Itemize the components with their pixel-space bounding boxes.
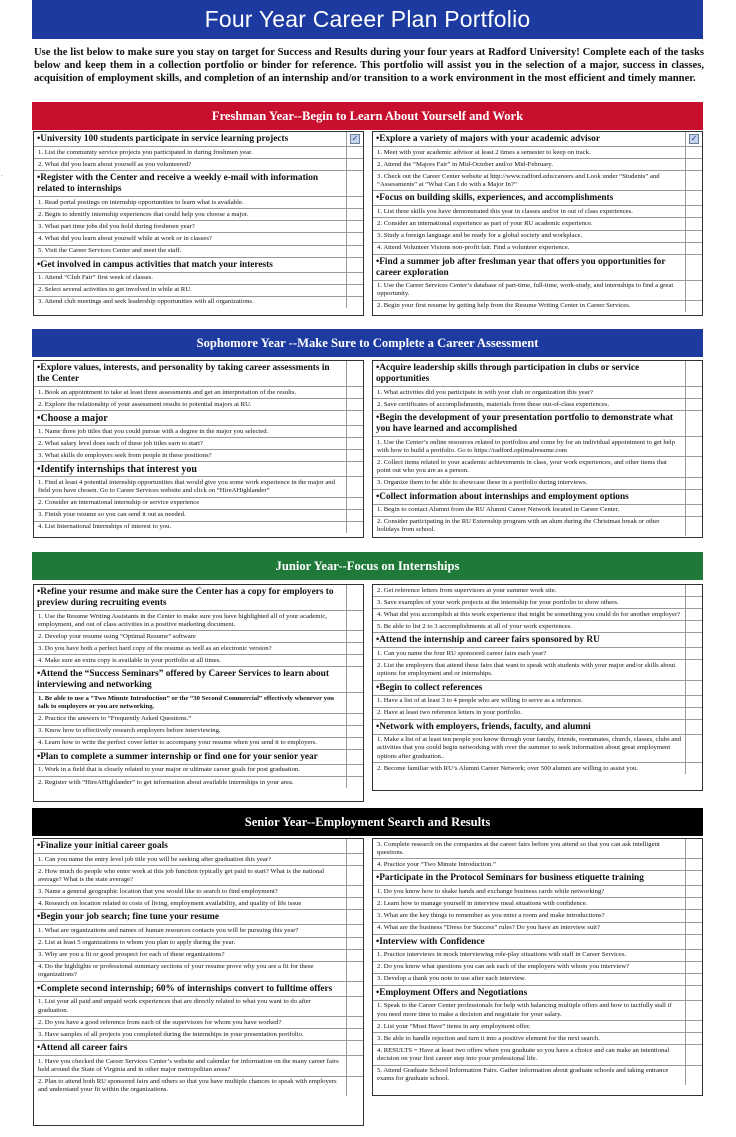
task-row — [34, 273, 363, 285]
task-text: 4. RESULTS = Have at least two offers when you graduate so you have a choice and can make an intentional decision on your first career step into your professional life. — [377, 1046, 670, 1062]
task-row — [373, 206, 702, 218]
section-heading-row — [373, 633, 702, 648]
task-text: 2. Select several activities to get involved in while at RU. — [38, 286, 192, 294]
task-row — [34, 450, 363, 462]
section-heading: •Complete second internship; 60% of internships convert to fulltime offers — [37, 983, 333, 994]
section-heading-row — [34, 839, 363, 854]
section-heading-row — [34, 258, 363, 273]
task-row — [34, 426, 363, 438]
section-heading-row — [34, 132, 363, 147]
task-text: 1. Can you name the entry level job title you will be seeking after graduation this year? — [38, 855, 272, 863]
task-text: 2. Attend the “Majors Fair” in Mid-October and/or Mid-February. — [377, 160, 553, 168]
junior-banner: Junior Year--Focus on Internships — [32, 552, 703, 580]
section-heading-row — [373, 490, 702, 505]
task-text: 1. What are organizations and names of human resources contacts you will be pursuing this year? — [38, 926, 299, 934]
task-text: 1. Use the Resume Writing Assistants in the Center to make sure you have highlighted all of your academic, employment, and out of class activities in a positive marketing document. — [38, 612, 327, 628]
task-text: 2. Get reference letters from supervisors at your summer work site. — [377, 586, 557, 594]
section-heading: •Choose a major — [37, 413, 108, 425]
section-heading-row — [34, 171, 363, 197]
task-text: 1. Speak to the Career Center professionals for help with balancing multiple offers and how to tactfully stall if you need more time to make a decision and negotiate for your salary. — [377, 1002, 672, 1018]
task-text: 4. Do the highlights or professional summary sections of your resume prove why you are a fit for these organizations? — [38, 963, 314, 979]
task-text: 4. List International Internships of interest to you. — [38, 523, 172, 531]
task-text: 3. Check out the Career Center website at http://www.radford.edu/careers and Look under “Students” and “Assessments” at “What Can I do with a Major In?” — [377, 172, 660, 188]
task-text: 1. List three skills you have demonstrated this year in classes and/or in out of class experiences. — [377, 207, 633, 215]
checkbox-icon[interactable]: ✓ — [351, 134, 359, 143]
task-text: 1. Make a list of at least ten people you know through your family, friends, roommates, church, classes, clubs and activities that you could begin networking with over the summer to seek information about great employment options after graduation.. — [377, 736, 681, 760]
task-row — [34, 285, 363, 297]
task-row — [373, 218, 702, 230]
task-text: 4. What did you learn about yourself while at work or in classes? — [38, 234, 212, 242]
task-row — [373, 609, 702, 621]
task-text: 1. Have you checked the Career Services Center’s website and calendar for information on the many career fairs held around the State of Virginia and in other major metropolitan areas? — [38, 1057, 339, 1073]
section-heading-row — [34, 667, 363, 693]
task-text: 2. Register with “HireAHighlander” to get information about available internships in your area. — [38, 778, 294, 786]
task-row — [34, 498, 363, 510]
task-text: 3. Name a general geographic location that you would like to search to find employment? — [38, 887, 278, 895]
task-text: 2. Learn how to manage yourself in interview meal situations with confidence. — [377, 899, 588, 907]
task-row — [373, 735, 702, 763]
section-heading-row — [373, 871, 702, 886]
task-text: 3. Have samples of all projects you completed during the internships in your presentation portfolio. — [38, 1030, 304, 1038]
task-text: 4. What are the business “Dress for Success” rules? Do you have an interview suit? — [377, 924, 600, 932]
freshman-banner: Freshman Year--Begin to Learn About Yourself and Work — [32, 102, 703, 130]
task-text: 3. What part time jobs did you hold during freshmen year? — [38, 222, 195, 230]
task-text: 3. What skills do employers seek from people in these positions? — [38, 451, 212, 459]
task-row — [373, 1066, 702, 1085]
task-row — [34, 297, 363, 308]
task-text: 2. What did you learn about yourself as you volunteered? — [38, 160, 192, 168]
section-heading-row — [34, 982, 363, 997]
task-row — [373, 478, 702, 490]
task-text: 1. Begin to contact Alumni from the RU Alumni Career Network located in Career Center. — [377, 506, 620, 514]
task-row — [34, 631, 363, 643]
task-text: 1. Use the Career Services Center’s database of part-time, full-time, work-study, and internships to find a great opportunity. — [377, 282, 674, 298]
task-text: 3. What are the key things to remember as you enter a room and make introductions? — [377, 911, 605, 919]
task-text: 5. Attend Graduate School Information Fairs. Gather information about graduate schools and taking entrance exams for graduate school. — [377, 1067, 669, 1083]
section-heading-row — [373, 935, 702, 950]
task-text: 3. Develop a thank you note to use after each interview. — [377, 975, 526, 983]
section-heading-row — [34, 585, 363, 611]
task-row — [373, 660, 702, 680]
task-text: 1. List the community service projects you participated in during freshmen year. — [38, 148, 253, 156]
task-row — [34, 898, 363, 910]
task-row — [373, 696, 702, 708]
task-text: 4. Research on location related to costs of living, employment availability, and quality of life issue — [38, 899, 302, 907]
task-text: 2. Do you have a good reference from each of the supervisors for whom you have worked? — [38, 1018, 282, 1026]
section-heading: •Get involved in campus activities that match your interests — [37, 259, 273, 270]
task-row — [373, 1033, 702, 1045]
section-heading: •Register with the Center and receive a weekly e-mail with information related to internships — [37, 173, 319, 195]
page-title: Four Year Career Plan Portfolio — [32, 0, 703, 39]
task-row — [34, 1017, 363, 1029]
task-row — [373, 231, 702, 243]
task-text: 4. What did you accomplish at this work experience that might be something you could do for another employer? — [377, 610, 681, 618]
task-row — [373, 387, 702, 399]
task-row — [34, 886, 363, 898]
task-row — [34, 1029, 363, 1041]
task-row — [34, 643, 363, 655]
section-heading: •Network with employers, friends, faculty, and alumni — [376, 721, 591, 732]
task-row — [373, 505, 702, 517]
senior-left-column — [33, 838, 364, 1126]
task-row — [373, 708, 702, 720]
task-row — [34, 693, 363, 713]
task-text: 2. Consider an international internship or service experience — [38, 499, 200, 507]
task-row — [373, 923, 702, 935]
task-text: 5. Visit the Career Services Center and meet the staff. — [38, 247, 182, 255]
task-row — [34, 726, 363, 738]
task-row — [34, 197, 363, 209]
task-text: 1. Book an appointment to take at least three assessments and get an interpretation of the results. — [38, 388, 297, 396]
section-heading: •Begin your job search; fine tune your resume — [37, 912, 220, 923]
task-text: 2. Save certificates of accomplishments, materials from these out-of-class experiences. — [377, 400, 610, 408]
task-text: 3. Attend club meetings and seek leadership opportunities with all organizations. — [38, 298, 254, 306]
section-heading-row — [373, 191, 702, 206]
margin-mark: · — [1, 173, 3, 180]
task-row — [34, 209, 363, 221]
task-text: 2. Become familiar with RU’s Alumni Career Network; over 500 alumni are willing to assist you. — [377, 764, 638, 772]
task-row — [373, 910, 702, 922]
senior-right-column — [372, 838, 703, 1096]
task-row — [34, 1077, 363, 1096]
task-row — [34, 714, 363, 726]
section-heading: •Focus on building skills, experiences, and accomplishments — [376, 193, 614, 204]
task-row — [373, 1021, 702, 1033]
task-row — [373, 648, 702, 660]
task-row — [34, 221, 363, 233]
task-text: 4. Practice your “Two Minute Introduction.” — [377, 860, 496, 868]
task-row — [373, 159, 702, 171]
task-row — [34, 159, 363, 171]
task-text: 3. Do you have both a perfect hard copy of the resume as well as an electronic version? — [38, 644, 272, 652]
task-row — [34, 477, 363, 497]
task-text: 1. Practice interviews in mock interviewing role-play situations with staff in Career Services. — [377, 951, 627, 959]
task-text: 1. List your all paid and unpaid work experiences that are directly related to what you want to do after graduation. — [38, 998, 311, 1014]
task-row — [34, 950, 363, 962]
task-text: 2. Explore the relationship of your assessment results to potential majors at RU. — [38, 400, 252, 408]
task-row — [34, 611, 363, 631]
task-row — [34, 938, 363, 950]
task-row — [34, 510, 363, 522]
task-text: 3. Organize them to be able to showcase these in a portfolio during interviews. — [377, 479, 588, 487]
task-text: 1. Attend “Club Fair” first week of classes. — [38, 274, 153, 282]
section-heading: •Finalize your initial career goals — [37, 841, 168, 851]
section-heading: •Attend the internship and career fairs sponsored by RU — [376, 635, 600, 646]
sophomore-right-column — [372, 360, 703, 538]
section-heading: •Refine your resume and make sure the Center has a copy for employers to preview during recruiting events — [37, 587, 334, 608]
section-heading: •Identify internships that interest you — [37, 464, 197, 476]
section-heading: •Acquire leadership skills through participation in clubs or service opportunities — [376, 363, 640, 384]
junior-right-column — [372, 584, 703, 791]
section-heading-row — [373, 132, 702, 147]
task-text: 3. Save examples of your work projects at the internship for your portfolio to show others. — [377, 598, 619, 606]
task-text: 3. Know how to effectively research employers before interviewing. — [38, 727, 221, 735]
task-text: 1. Do you know how to shake hands and exchange business cards while networking? — [377, 887, 605, 895]
task-row — [373, 517, 702, 536]
task-text: 1. Can you name the four RU sponsored career fairs each year? — [377, 649, 547, 657]
task-text: 2. Do you know what questions you can ask each of the employers with whom you interview? — [377, 963, 630, 971]
section-heading-row — [34, 361, 363, 387]
task-row — [34, 765, 363, 777]
task-row — [373, 147, 702, 159]
section-heading-row — [373, 681, 702, 696]
task-text: 2. List at least 5 organizations to whom you plan to apply during the year. — [38, 939, 236, 947]
task-text: 4. Make sure an extra copy is available in your portfolio at all times. — [38, 656, 221, 664]
task-row — [373, 1001, 702, 1021]
section-heading-row — [34, 1041, 363, 1056]
section-heading: •Interview with Confidence — [376, 936, 485, 947]
task-text: 2. Begin to identify internship experiences that could help you choose a major. — [38, 210, 249, 218]
task-text: 4. Attend Volunteer Visions non-profit fair. Find a volunteer experience. — [377, 244, 570, 252]
section-heading: •Attend the “Success Seminars” offered by Career Services to learn about interviewing and networking — [37, 669, 329, 691]
task-text: 5. Be able to list 2 to 3 accomplishments at all of your work experiences. — [377, 622, 573, 630]
section-heading: •Explore values, interests, and personality by taking career assessments in the Center — [37, 363, 330, 384]
section-heading-row — [34, 910, 363, 925]
task-row — [373, 243, 702, 255]
section-heading: •Find a summer job after freshman year that offers you opportunities for career exploration — [376, 256, 666, 278]
task-row — [34, 997, 363, 1017]
freshman-right-column — [372, 131, 703, 316]
task-text: 3. Why are you a fit or good prospect for each of these organizations? — [38, 951, 225, 959]
task-row — [373, 457, 702, 477]
task-row — [34, 233, 363, 245]
task-text: 1. Read portal postings on internship opportunities to learn what is available. — [38, 198, 244, 206]
task-text: 1. Work in a field that is closely related to your major or ultimate career goals for post graduation. — [38, 766, 300, 774]
section-heading: •Begin the development of your presentation portfolio to demonstrate what you have learned and accomplished — [376, 413, 674, 435]
task-text: 1. What activities did you participate in with your club or organization this year? — [377, 388, 593, 396]
task-row — [34, 854, 363, 866]
task-row — [373, 974, 702, 986]
task-text: 2. List your “Must Have” items in any employment offer. — [377, 1022, 531, 1030]
task-text: 4. Learn how to write the perfect cover letter to accompany your resume when you send it to employers. — [38, 739, 317, 747]
task-row — [34, 925, 363, 937]
task-text: 2. Begin your first resume by getting help from the Resume Writing Center in Career Services. — [377, 302, 631, 310]
section-heading-row — [373, 361, 702, 387]
task-text: 2. List the employers that attend these fairs that want to speak with students with your major and/or skills about options for employment and or internships. — [377, 661, 676, 678]
task-text: 2. Consider an international experience as part of your RU academic experience. — [377, 219, 593, 227]
task-row — [373, 898, 702, 910]
task-row — [373, 281, 702, 301]
task-row — [373, 950, 702, 962]
checkbox-icon[interactable]: ✓ — [690, 134, 698, 143]
task-row — [34, 655, 363, 667]
task-row — [34, 147, 363, 159]
task-row — [373, 886, 702, 898]
freshman-left-column — [33, 131, 364, 316]
task-row — [34, 962, 363, 982]
task-row — [34, 387, 363, 399]
section-heading-row — [34, 411, 363, 426]
task-row — [373, 437, 702, 457]
task-text: 2. Develop your resume using “Optimal Resume” software — [38, 632, 196, 640]
intro-paragraph: Use the list below to make sure you stay on target for Success and Results during your four years at Radford University! Complete each of the tasks below and keep them in a collection portfolio or binder for reference. This portfolio will assist you in the selection of a major, success in classes, acquisition of employment skills, and completion of an internship and/or transition to a work environment in the most efficient and timely manner. — [34, 47, 704, 85]
task-row — [34, 399, 363, 411]
section-heading: •Plan to complete a summer internship or find one for your senior year — [37, 751, 318, 762]
task-text: 2. Plan to attend both RU sponsored fairs and others so that you have multiple chances to speak with employers and understand your fit within the organizations. — [38, 1078, 337, 1094]
task-text: 2. Collect items related to your academic achievements in class, your work experiences, and other items that point out who you are as a person. — [377, 458, 667, 474]
section-heading-row — [373, 720, 702, 735]
section-heading: •Employment Offers and Negotiations — [376, 987, 528, 998]
task-text: 2. What salary level does each of these job titles earn to start? — [38, 439, 203, 447]
section-heading: •University 100 students participate in service learning projects — [37, 134, 289, 144]
task-row — [34, 438, 363, 450]
sophomore-left-column — [33, 360, 364, 538]
task-row — [34, 1056, 363, 1076]
task-text: 1. Be able to use a “Two Minute Introduction” or the “30 Second Commercial” effectively whenever you talk to employers or you are networking. — [38, 694, 335, 711]
task-row — [373, 1045, 702, 1065]
task-row — [34, 246, 363, 258]
section-heading: •Explore a variety of majors with your academic advisor — [376, 134, 600, 144]
senior-banner: Senior Year--Employment Search and Results — [32, 808, 703, 836]
section-heading-row — [373, 411, 702, 437]
task-text: 1. Have a list of at least 3 to 4 people who are willing to serve as a reference. — [377, 697, 583, 705]
task-row — [34, 522, 363, 533]
section-heading: •Collect information about internships and employment options — [376, 491, 629, 502]
task-text: 1. Find at least 4 potential internship opportunities that would give you some work experience in the major and field you have chosen. Go to Career Services website and click on “HireAHighlander” — [38, 478, 335, 495]
section-heading-row — [373, 986, 702, 1001]
task-text: 1. Use the Center’s online resources related to portfolios and come by for an individual appointment to get help with how to build a portfolio. Go to https://radford.optimalresume.com — [377, 438, 675, 454]
task-text: 2. Consider participating in the RU Externship program with an alum during the Christmas break or other holidays from school. — [377, 518, 660, 534]
task-text: 3. Study a foreign language and be ready for a global society and workplace. — [377, 232, 583, 240]
section-heading-row — [34, 462, 363, 477]
task-row — [373, 962, 702, 974]
section-heading: •Begin to collect references — [376, 682, 483, 693]
task-row — [373, 839, 702, 859]
task-text: 3. Complete research on the companies at the career fairs before you attend so that you can ask intelligent questions. — [377, 840, 660, 856]
task-row — [373, 859, 702, 871]
task-text: 2. How much do people who enter work at this job function typically get paid to start? What is the national average? What is the state average? — [38, 867, 325, 883]
task-text: 2. Have at least two reference letters in your portfolio. — [377, 709, 523, 717]
task-row — [373, 597, 702, 609]
task-row — [373, 301, 702, 312]
task-row — [34, 738, 363, 750]
task-row — [373, 399, 702, 411]
task-row — [373, 585, 702, 597]
junior-left-column — [33, 584, 364, 802]
section-heading-row — [34, 750, 363, 765]
task-text: 1. Name three job titles that you could pursue with a degree in the major you selected. — [38, 427, 269, 435]
task-row — [373, 621, 702, 633]
section-heading-row — [373, 255, 702, 281]
task-row — [373, 171, 702, 191]
task-text: 3. Be able to handle rejection and turn it into a positive element for the next search. — [377, 1034, 600, 1042]
task-row — [34, 777, 363, 788]
section-heading: •Participate in the Protocol Seminars for business etiquette training — [376, 873, 644, 884]
task-text: 1. Meet with your academic advisor at least 2 times a semester to keep on track. — [377, 148, 591, 156]
task-row — [373, 763, 702, 774]
task-text: 2. Practice the answers to “Frequently Asked Questions.” — [38, 715, 192, 723]
sophomore-banner: Sophomore Year --Make Sure to Complete a Career Assessment — [32, 329, 703, 357]
task-text: 3. Finish your resume so you can send it out as needed. — [38, 511, 186, 519]
task-row — [34, 866, 363, 886]
section-heading: •Attend all career fairs — [37, 1043, 128, 1054]
